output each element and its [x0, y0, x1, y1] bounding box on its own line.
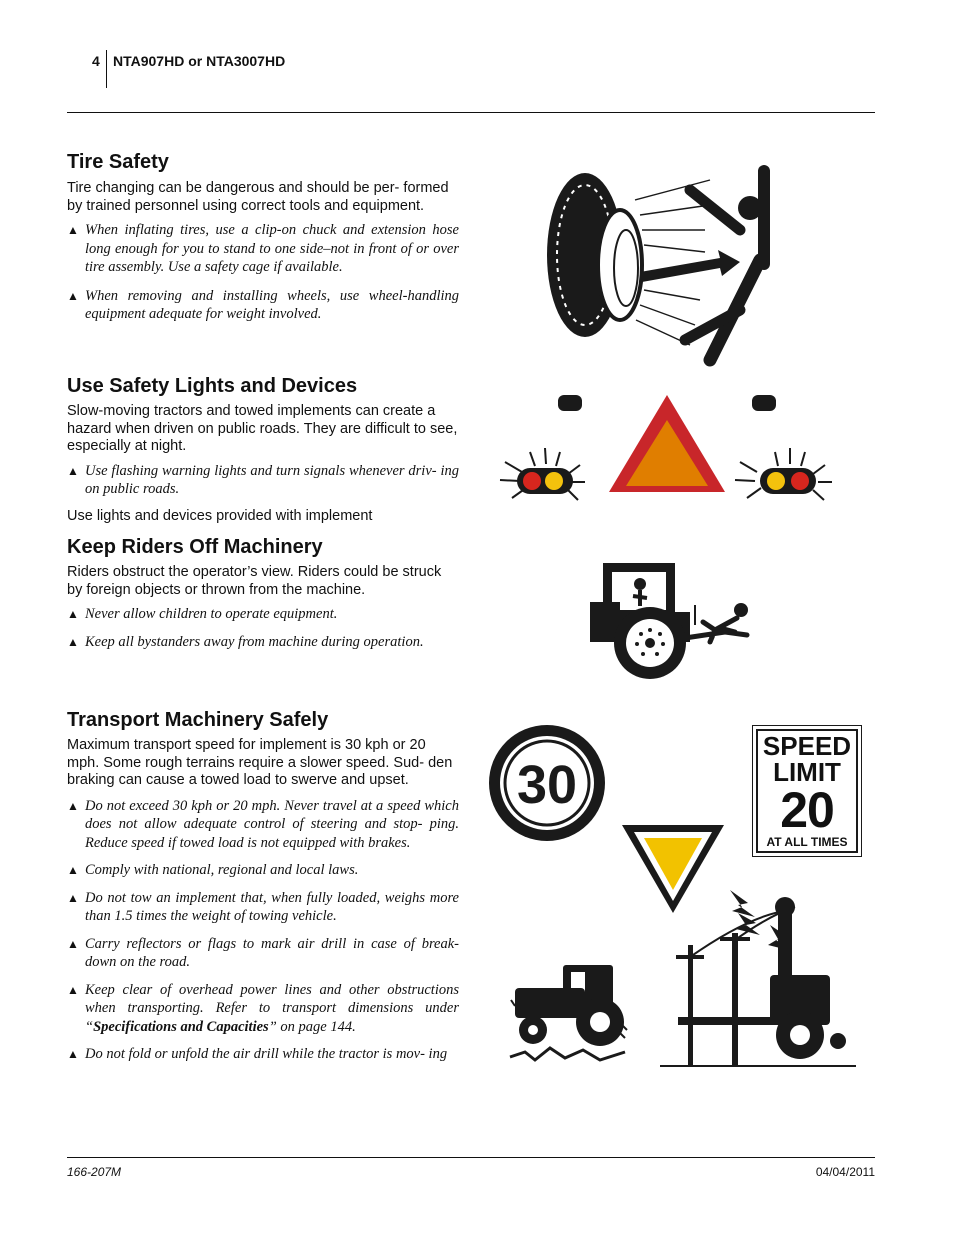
light-housing [558, 395, 582, 411]
speed-limit-note: AT ALL TIMES [766, 835, 848, 849]
amber-lamp-icon [545, 472, 563, 490]
safety-lights-section [67, 374, 459, 525]
bullet-item: ▲ Do not exceed 30 kph or 20 mph. Never travel at a speed which does not allow adequate control of steering and stop- ping. Reduce speed if towed load is not equipped with brakes. [67, 797, 459, 851]
bullet-item: ▲ Do not fold or unfold the air drill while the tractor is mov- ing [67, 1046, 448, 1063]
speed-limit-value: 20 [780, 782, 834, 838]
bullet-triangle-icon: ▲ [67, 288, 79, 303]
document-number: 166-207M [67, 1165, 122, 1179]
bullet-item: ▲ Keep clear of overhead power lines and other obstructions when transporting. Refer to transport dimensions under “Specifications and Capacities” on page 144. [67, 981, 459, 1035]
riders-section [67, 535, 459, 651]
speed-30-sign [487, 723, 607, 843]
section-title: Use Safety Lights and Devices [67, 375, 358, 397]
bullet-triangle-icon: ▲ [67, 634, 79, 649]
warning-lights-illustration [490, 390, 840, 510]
bullet-triangle-icon: ▲ [67, 223, 79, 238]
bullet-item: ▲ Comply with national, regional and local laws. [67, 862, 359, 879]
bullet-item: ▲ When removing and installing wheels, use wheel-handling equipment adequate for weight involved. [67, 287, 459, 323]
specifications-link[interactable]: Specifications and Capacities [93, 1018, 269, 1035]
section-intro: Tire changing can be dangerous and should be per- formed by trained personnel using correct tools and equipment. [67, 180, 449, 214]
page-number: 4 [92, 53, 100, 69]
manual-model-title: NTA907HD or NTA3007HD [113, 53, 286, 69]
speed-limit-line2: LIMIT [773, 757, 841, 787]
light-housing [752, 395, 776, 411]
speed-30-value: 30 [516, 755, 578, 815]
tractor-rough-road-illustration [505, 960, 630, 1070]
tire-explosion-illustration [540, 160, 780, 370]
section-intro: Slow-moving tractors and towed implements can create a hazard when driven on public roads. They are difficult to see, especially at night. [67, 403, 458, 455]
section-intro: Riders obstruct the operator’s view. Riders could be struck by foreign objects or thrown from the machine. [67, 564, 442, 598]
footer-rule [67, 1157, 875, 1158]
bullet-triangle-icon: ▲ [67, 1047, 79, 1062]
bullet-item: ▲ When inflating tires, use a clip-on chuck and extension hose long enough for you to stand to one side–not in front of or over tire assembly. Use a safety cage if available. [67, 222, 459, 276]
transport-section [67, 708, 459, 1064]
bullet-triangle-icon: ▲ [67, 936, 79, 951]
header-divider [106, 50, 107, 88]
speed-limit-sign [752, 725, 862, 857]
power-lines-illustration [660, 885, 856, 1067]
section-intro: Maximum transport speed for implement is 30 kph or 20 mph. Some rough terrains require a slower speed. Sud- den braking can cause a towed load to swerve and upset. [67, 737, 453, 789]
bullet-triangle-icon: ▲ [67, 463, 79, 478]
bullet-triangle-icon: ▲ [67, 863, 79, 878]
bullet-triangle-icon: ▲ [67, 607, 79, 622]
bullet-triangle-icon: ▲ [67, 890, 79, 905]
tire-safety-section [67, 150, 459, 324]
bullet-triangle-icon: ▲ [67, 982, 79, 997]
bullet-triangle-icon: ▲ [67, 798, 79, 813]
speed-limit-line1: SPEED [762, 731, 852, 761]
revision-date: 04/04/2011 [815, 1165, 875, 1179]
bullet-item: ▲ Keep all bystanders away from machine during operation. [67, 633, 424, 650]
tractor-rider-illustration [585, 560, 755, 685]
section-title: Keep Riders Off Machinery [67, 536, 323, 558]
bullet-item: ▲ Do not tow an implement that, when fully loaded, weighs more than 1.5 times the weight of towing vehicle. [67, 889, 459, 925]
section-outro: Use lights and devices provided with implement [67, 507, 373, 524]
red-lamp-icon [523, 472, 541, 490]
header-rule [67, 112, 875, 113]
bullet-item: ▲ Never allow children to operate equipment. [67, 606, 338, 623]
amber-lamp-icon [767, 472, 785, 490]
section-title: Tire Safety [67, 151, 169, 173]
section-title: Transport Machinery Safely [67, 709, 329, 731]
red-lamp-icon [791, 472, 809, 490]
bullet-item: ▲ Use flashing warning lights and turn signals whenever driv- ing on public roads. [67, 462, 459, 498]
bullet-item: ▲ Carry reflectors or flags to mark air drill in case of break- down on the road. [67, 935, 459, 971]
